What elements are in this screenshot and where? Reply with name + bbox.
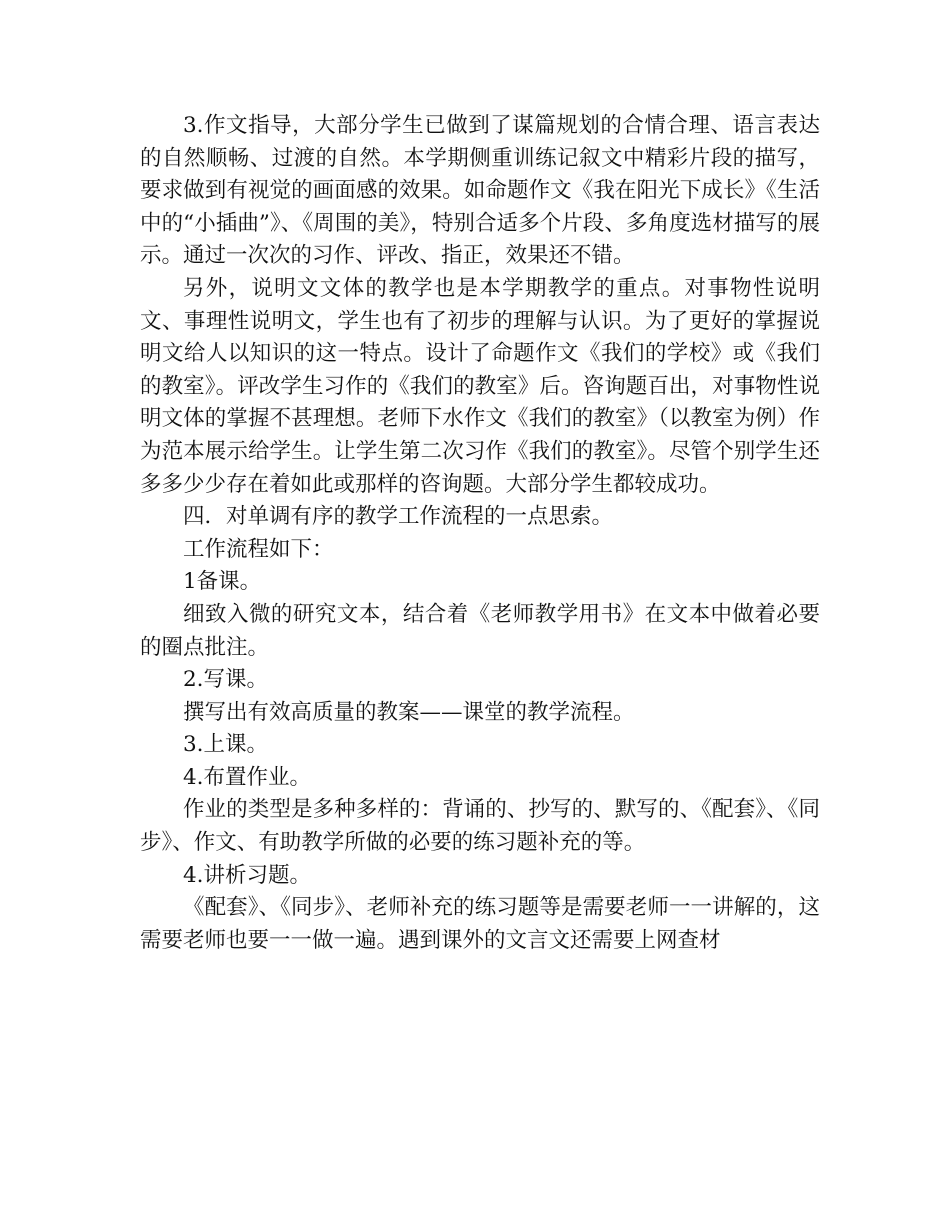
- step-teach: 3.上课。: [183, 732, 269, 758]
- paragraph-expository-writing: 另外，说明文文体的教学也是本学期教学的重点。对事物性说明文、事理性说明文，学生也有了初步的理解与认识。为了更好的掌握说明文给人以知识的这一特点。设计了命题作文《我们的学校》或《我们的教室》。评改学生习作的《我们的教室》后。咨询题百出，对事物性说明文体的掌握不甚理想。老师下水作文《我们的教室》（以教室为例）作为范本展示给学生。让学生第二次习作《我们的教室》。尽管个别学生还多多少少存在着如此或那样的咨询题。大部分学生都较成功。: [140, 275, 820, 497]
- step-assign-homework: 4.布置作业。: [183, 764, 312, 790]
- paragraph-workflow-intro: 工作流程如下：: [183, 536, 334, 562]
- paragraph-homework-types: 作业的类型是多种多样的：背诵的、抄写的、默写的、《配套》、《同步》、作文、有助教学所做的必要的练习题补充的等。: [140, 797, 820, 856]
- paragraph-lesson-prep-detail: 细致入微的研究文本，结合着《老师教学用书》在文本中做着必要的圈点批注。: [140, 601, 820, 660]
- step-lesson-prep: 1备课。: [183, 569, 262, 595]
- step-explain-exercises: 4.讲析习题。: [183, 862, 312, 888]
- paragraph-composition-guidance: 3.作文指导，大部分学生已做到了谋篇规划的合情合理、语言表达的自然顺畅、过渡的自然。本学期侧重训练记叙文中精彩片段的描写，要求做到有视觉的画面感的效果。如命题作文《我在阳光下成长》《生活中的“小插曲”》、《周围的美》，特别合适多个片段、多角度选材描写的展示。通过一次次的习作、评改、指正，效果还不错。: [140, 113, 820, 269]
- section-heading-workflow: 四．对单调有序的教学工作流程的一点思索。: [183, 504, 614, 530]
- paragraph-write-lesson-detail: 撰写出有效高质量的教案——课堂的教学流程。: [183, 699, 635, 725]
- paragraph-explain-exercises-detail: 《配套》、《同步》、老师补充的练习题等是需要老师一一讲解的，这需要老师也要一一做一遍。遇到课外的文言文还需要上网查材: [140, 895, 820, 953]
- document-page: [140, 110, 820, 957]
- step-write-lesson: 2.写课。: [183, 667, 269, 693]
